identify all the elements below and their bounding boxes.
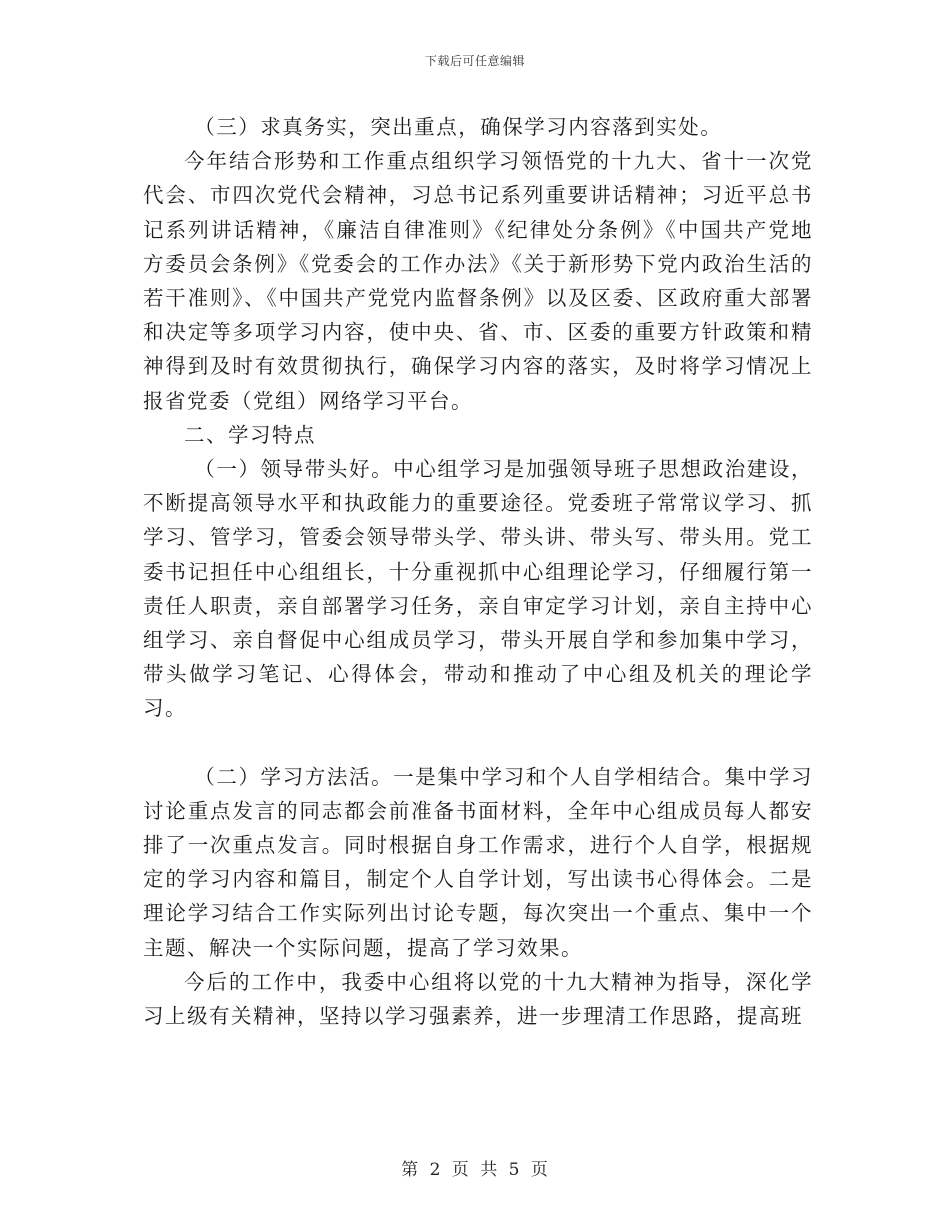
body-paragraph: （一）领导带头好。中心组学习是加强领导班子思想政治建设，不断提高领导水平和执政能力的重要途径。党委班子常常议学习、抓学习、管学习，管委会领导带头学、带头讲、带头写、带头用。党工委书记担任中心组组长，十分重视抓中心组理论学习，仔细履行第一责任人职责，亲自部署学习任务，亲自审定学习计划，亲自主持中心组学习、亲自督促中心组成员学习，带头开展自学和参加集中学习，带头做学习笔记、心得体会，带动和推动了中心组及机关的理论学习。 (143, 457, 813, 721)
section-heading-3: （三）求真务实，突出重点，确保学习内容落到实处。 (194, 115, 723, 139)
body-paragraph: 今后的工作中，我委中心组将以党的十九大精神为指导，深化学习上级有关精神，坚持以学习强素养，进一步理清工作思路，提高班 (143, 969, 813, 1029)
page-header-note: 下载后可任意编辑 (424, 54, 525, 68)
body-paragraph: 今年结合形势和工作重点组织学习领悟党的十九大、省十一次党代会、市四次党代会精神，习总书记系列重要讲话精神；习近平总书记系列讲话精神，《廉洁自律准则》《纪律处分条例》《中国共产党地方委员会条例》《党委会的工作办法》《关于新形势下党内政治生活的若干准则》、《中国共产党党内监督条例》以及区委、区政府重大部署和决定等多项学习内容，使中央、省、市、区委的重要方针政策和精神得到及时有效贯彻执行，确保学习内容的落实，及时将学习情况上报省党委（党组）网络学习平台。 (143, 149, 813, 413)
page-number: 第 2 页 共 5 页 (401, 1160, 549, 1180)
section-title-learning-features: 二、学习特点 (184, 422, 316, 447)
document-body (143, 110, 813, 1033)
body-paragraph: （二）学习方法活。一是集中学习和个人自学相结合。集中学习讨论重点发言的同志都会前准备书面材料，全年中心组成员每人都安排了一次重点发言。同时根据自身工作需求，进行个人自学，根据规定的学习内容和篇目，制定个人自学计划，写出读书心得体会。二是理论学习结合工作实际列出讨论专题，每次突出一个重点、集中一个主题、解决一个实际问题，提高了学习效果。 (143, 764, 813, 960)
